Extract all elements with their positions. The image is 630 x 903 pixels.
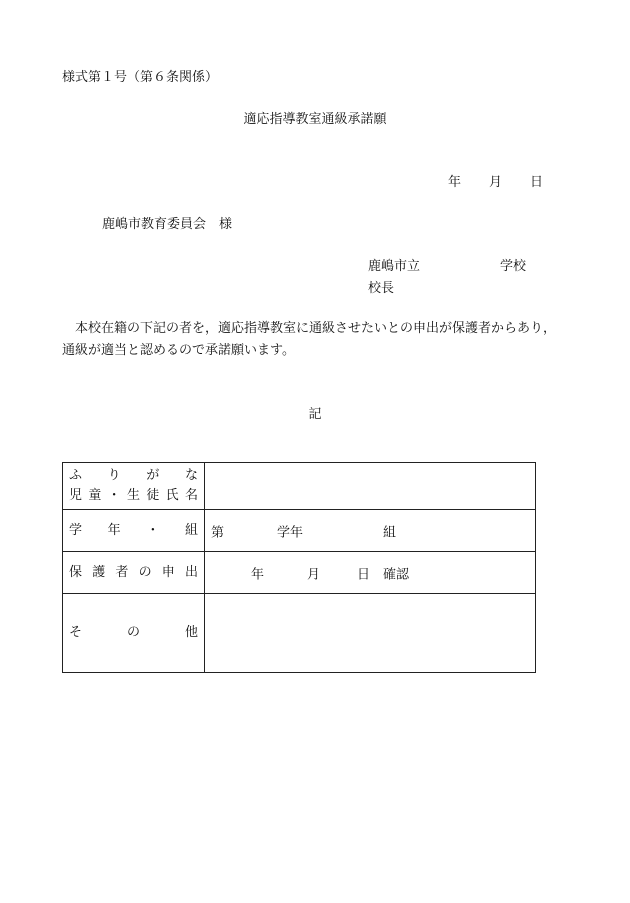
date-day-label: 日 <box>530 175 544 190</box>
label-char: 名 <box>184 488 198 503</box>
body-line-2: 通級が適当と認めるので承諾願います。 <box>62 343 295 358</box>
label-char: 護 <box>92 564 106 580</box>
label-char: り <box>107 468 121 483</box>
body-text <box>62 318 556 362</box>
record-table <box>62 462 536 673</box>
table-row-name <box>63 463 536 510</box>
other-value-cell[interactable] <box>205 594 536 673</box>
guardian-label-cell <box>63 552 205 594</box>
addressee: 鹿嶋市教育委員会 様 <box>102 217 233 232</box>
label-char: 童 <box>88 488 102 503</box>
date-line <box>448 171 543 190</box>
name-label-cell <box>63 463 205 510</box>
sender-school-line <box>368 255 527 274</box>
guardian-value-cell[interactable] <box>205 552 536 594</box>
name-label <box>63 486 204 506</box>
label-char: な <box>184 468 198 483</box>
guardian-confirm: 確認 <box>383 567 410 582</box>
label-char: 年 <box>107 522 121 538</box>
grade-prefix: 第 <box>211 525 225 540</box>
table-row-guardian <box>63 552 536 594</box>
label-char: 者 <box>115 564 129 580</box>
guardian-year: 年 <box>251 567 265 582</box>
grade-label <box>63 521 204 541</box>
label-char: 保 <box>69 564 83 580</box>
form-number: 様式第１号（第６条関係） <box>62 70 219 85</box>
other-label-cell <box>63 594 205 673</box>
label-char: 組 <box>184 522 198 538</box>
grade-value-cell[interactable] <box>205 510 536 552</box>
document-title: 適応指導教室通級承諾願 <box>243 112 387 127</box>
label-char: 出 <box>184 564 198 580</box>
sender-city-prefix: 鹿嶋市立 <box>368 259 421 274</box>
label-char: 徒 <box>146 488 160 503</box>
sender-principal: 校長 <box>368 281 395 296</box>
label-char: 児 <box>69 488 83 503</box>
label-char: の <box>138 564 152 580</box>
guardian-day: 日 <box>357 567 371 582</box>
date-month-label: 月 <box>489 175 503 190</box>
label-char: 氏 <box>165 488 179 503</box>
label-char: 申 <box>161 564 175 580</box>
ki-heading: 記 <box>308 407 322 422</box>
other-label <box>63 623 204 643</box>
name-value-cell[interactable] <box>205 463 536 510</box>
grade-suffix: 組 <box>383 525 397 540</box>
label-char: ・ <box>146 522 160 538</box>
table-row-other <box>63 594 536 673</box>
furigana-label <box>63 466 204 486</box>
label-char: の <box>126 625 140 640</box>
label-char: そ <box>69 625 83 640</box>
guardian-month: 月 <box>307 567 321 582</box>
date-year-label: 年 <box>448 175 462 190</box>
label-char: ふ <box>69 468 83 483</box>
label-char: ・ <box>107 488 121 503</box>
table-row-grade <box>63 510 536 552</box>
label-char: が <box>146 468 160 483</box>
body-line-1: 本校在籍の下記の者を，適応指導教室に通級させたいとの申出が保護者からあり， <box>75 321 557 336</box>
label-char: 他 <box>184 625 198 640</box>
sender-school-suffix: 学校 <box>500 259 527 274</box>
grade-label-cell <box>63 510 205 552</box>
label-char: 生 <box>126 488 140 503</box>
grade-mid: 学年 <box>277 525 304 540</box>
label-char: 学 <box>69 522 83 538</box>
guardian-label <box>63 563 204 583</box>
